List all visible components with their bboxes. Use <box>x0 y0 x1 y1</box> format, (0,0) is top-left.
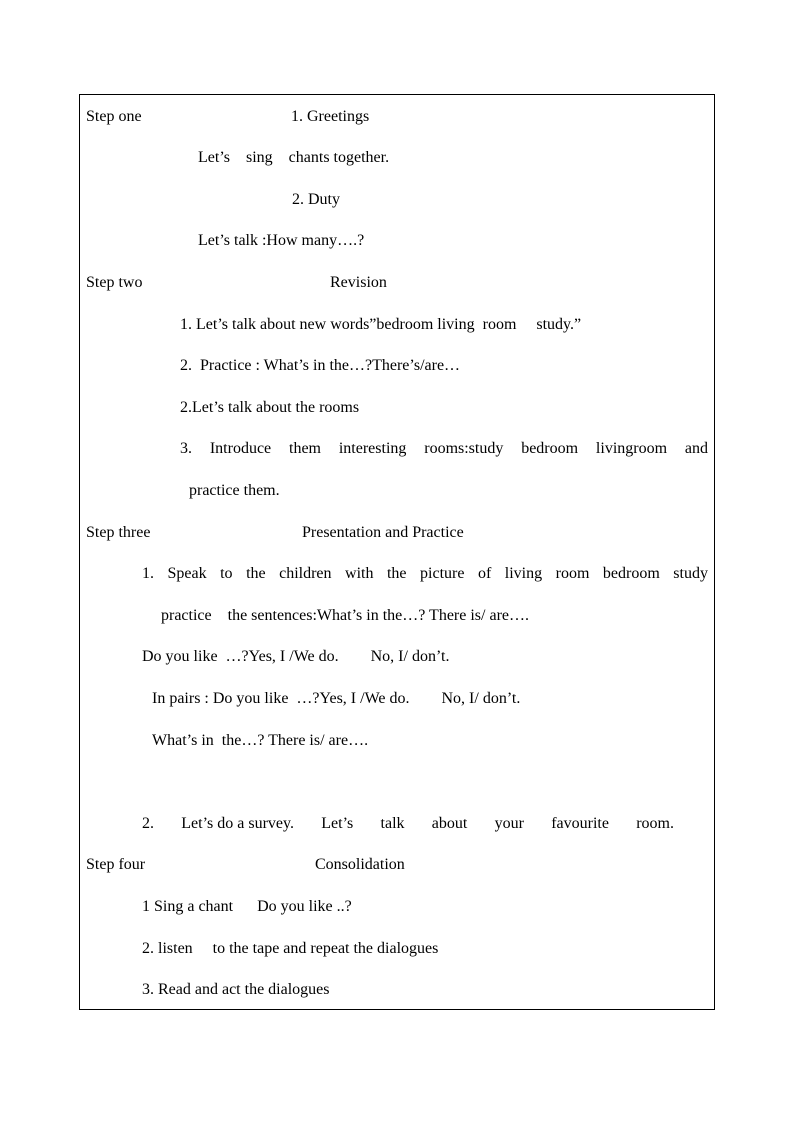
step-two-line-1: 1. Let’s talk about new words”bedroom living room study.” <box>180 316 582 333</box>
word: about <box>431 815 468 832</box>
step-three-line-4: In pairs : Do you like …?Yes, I /We do. No, I/ don’t. <box>152 690 521 707</box>
word: the <box>246 565 266 582</box>
word: bedroom <box>521 440 579 457</box>
step-two-line-2: 2. Practice : What’s in the…?There’s/are… <box>180 357 461 374</box>
word: the <box>386 565 407 582</box>
step-one-line-3: Let’s talk :How many….? <box>198 232 365 249</box>
step-three-heading: Presentation and Practice <box>302 524 464 541</box>
word: talk <box>380 815 405 832</box>
step-four-heading: Consolidation <box>315 856 405 873</box>
word: 1. <box>142 565 154 582</box>
word: bedroom <box>602 565 660 582</box>
word: Let’s <box>321 815 354 832</box>
step-three-label: Step three <box>86 524 151 541</box>
word: livingroom <box>595 440 668 457</box>
word: favourite <box>551 815 609 832</box>
word: children <box>279 565 332 582</box>
word: your <box>494 815 524 832</box>
word: to <box>220 565 233 582</box>
step-four-line-2: 2. listen to the tape and repeat the dialogues <box>142 940 439 957</box>
word: of <box>477 565 492 582</box>
word: interesting <box>338 440 407 457</box>
word: them <box>289 440 321 457</box>
step-two-heading: Revision <box>330 274 387 291</box>
step-one-line-2: 2. Duty <box>292 191 340 208</box>
word: and <box>684 440 708 457</box>
word: 2. <box>142 815 154 832</box>
step-two-label: Step two <box>86 274 143 291</box>
word: Speak <box>167 565 207 582</box>
step-one-line-1: Let’s sing chants together. <box>198 149 390 166</box>
word: Introduce <box>209 440 272 457</box>
step-two-line-3: 2.Let’s talk about the rooms <box>180 399 360 416</box>
step-three-line-3: Do you like …?Yes, I /We do. No, I/ don’t. <box>142 648 450 665</box>
word: room <box>555 565 590 582</box>
word: study <box>673 565 708 582</box>
step-two-line-4 <box>180 439 708 459</box>
step-three-survey-line <box>142 814 674 834</box>
step-three-line-2: practice the sentences:What’s in the…? There is/ are…. <box>161 607 529 624</box>
word: 3. <box>180 440 192 457</box>
step-four-line-3: 3. Read and act the dialogues <box>142 981 330 998</box>
word: rooms:study <box>424 440 504 457</box>
step-one-heading: 1. Greetings <box>291 108 370 125</box>
step-four-line-1: 1 Sing a chant Do you like ..? <box>142 898 352 915</box>
step-four-label: Step four <box>86 856 146 873</box>
word: room. <box>636 815 674 832</box>
word: living <box>504 565 543 582</box>
word: with <box>345 565 374 582</box>
step-three-line-5: What’s in the…? There is/ are…. <box>152 732 369 749</box>
step-three-line-1 <box>142 564 708 584</box>
word: Let’s do a survey. <box>181 815 294 832</box>
step-one-label: Step one <box>86 108 142 125</box>
word: picture <box>420 565 465 582</box>
step-two-line-5: practice them. <box>189 482 280 499</box>
